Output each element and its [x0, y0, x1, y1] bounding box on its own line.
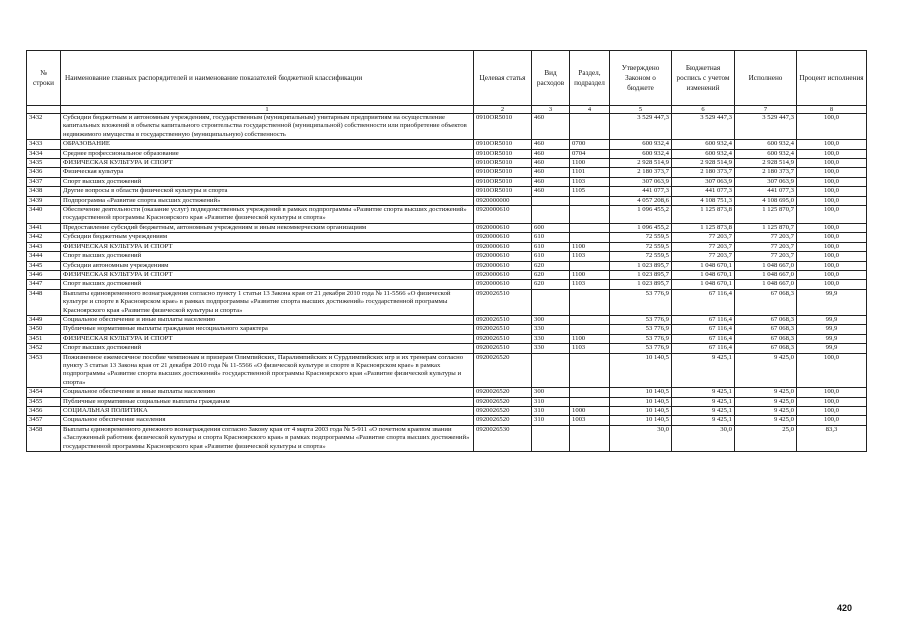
table-row [27, 159, 867, 168]
percent-cell: 100,0 [797, 397, 867, 406]
section-cell: 1100 [570, 334, 610, 343]
approved-amount-cell: 600 932,4 [610, 140, 672, 149]
table-row [27, 397, 867, 406]
expense-type-cell: 330 [532, 325, 570, 334]
expense-type-cell: 300 [532, 388, 570, 397]
target-article-cell: 0920000610 [474, 261, 532, 270]
section-cell [570, 261, 610, 270]
approved-amount-cell: 1 023 895,7 [610, 261, 672, 270]
row-number-cell: 3449 [27, 315, 61, 324]
percent-cell: 83,3 [797, 425, 867, 451]
section-cell [570, 233, 610, 242]
section-cell: 0704 [570, 149, 610, 158]
header-row [27, 51, 867, 106]
expense-type-cell: 310 [532, 407, 570, 416]
executed-amount-cell: 1 048 667,0 [735, 270, 797, 279]
executed-amount-cell: 307 063,9 [735, 177, 797, 186]
row-name-cell: СОЦИАЛЬНАЯ ПОЛИТИКА [61, 407, 474, 416]
percent-cell: 100,0 [797, 177, 867, 186]
table-row [27, 334, 867, 343]
budget-list-amount-cell: 77 203,7 [672, 252, 735, 261]
row-name-cell: Публичные нормативные выплаты гражданам несоциального характера [61, 325, 474, 334]
budget-list-amount-cell: 4 108 751,3 [672, 196, 735, 205]
table-row [27, 168, 867, 177]
executed-amount-cell: 1 048 667,0 [735, 261, 797, 270]
table-row [27, 206, 867, 224]
table-body [27, 114, 867, 452]
section-cell: 1100 [570, 159, 610, 168]
row-number-cell: 3435 [27, 159, 61, 168]
target-article-cell: 0920026510 [474, 344, 532, 353]
percent-cell: 100,0 [797, 261, 867, 270]
percent-cell: 100,0 [797, 270, 867, 279]
budget-list-amount-cell: 1 048 670,1 [672, 280, 735, 289]
header-name: Наименование главных распорядителей и наименование показателей бюджетной классификации [61, 51, 474, 106]
budget-list-amount-cell: 30,0 [672, 425, 735, 451]
section-cell [570, 353, 610, 388]
row-name-cell: Выплаты единовременного вознаграждения согласно пункту 1 статьи 13 Закона края от 21 декабря 2010 года № 11-5566 «О физической культуре и спорте в Красноярском крае» в рамках подпрограммы «Развитие спорта высших достижений» государственной программы Красноярского края «Развитие физической культуры и спорта» [61, 289, 474, 315]
table-row [27, 149, 867, 158]
row-number-cell: 3450 [27, 325, 61, 334]
approved-amount-cell: 1 096 455,2 [610, 206, 672, 224]
section-cell: 1100 [570, 242, 610, 251]
table-row [27, 289, 867, 315]
executed-amount-cell: 4 108 695,0 [735, 196, 797, 205]
budget-list-amount-cell: 77 203,7 [672, 242, 735, 251]
table-row [27, 353, 867, 388]
expense-type-cell: 460 [532, 177, 570, 186]
executed-amount-cell: 1 048 667,0 [735, 280, 797, 289]
row-name-cell: Спорт высших достижений [61, 252, 474, 261]
row-name-cell: Другие вопросы в области физической культуры и спорта [61, 187, 474, 196]
expense-type-cell [532, 353, 570, 388]
executed-amount-cell: 9 425,0 [735, 388, 797, 397]
expense-type-cell: 620 [532, 270, 570, 279]
row-name-cell: ФИЗИЧЕСКАЯ КУЛЬТУРА И СПОРТ [61, 334, 474, 343]
target-article-cell: 0920026510 [474, 289, 532, 315]
percent-cell: 99,9 [797, 344, 867, 353]
row-number-cell: 3433 [27, 140, 61, 149]
column-number [27, 106, 61, 114]
table-row [27, 242, 867, 251]
budget-list-amount-cell: 600 932,4 [672, 149, 735, 158]
executed-amount-cell: 67 068,3 [735, 344, 797, 353]
budget-list-amount-cell: 2 928 514,9 [672, 159, 735, 168]
row-number-cell: 3453 [27, 353, 61, 388]
row-name-cell: Субсидии автономным учреждениям [61, 261, 474, 270]
section-cell: 1000 [570, 407, 610, 416]
expense-type-cell [532, 206, 570, 224]
row-number-cell: 3434 [27, 149, 61, 158]
section-cell [570, 388, 610, 397]
row-number-cell: 3436 [27, 168, 61, 177]
section-cell: 1103 [570, 252, 610, 261]
approved-amount-cell: 72 559,5 [610, 233, 672, 242]
target-article-cell: 0910ОR5010 [474, 149, 532, 158]
table-row [27, 187, 867, 196]
row-name-cell: ФИЗИЧЕСКАЯ КУЛЬТУРА И СПОРТ [61, 270, 474, 279]
executed-amount-cell: 77 203,7 [735, 242, 797, 251]
row-name-cell: Пожизненное ежемесячное пособие чемпионам и призерам Олимпийских, Паралимпийских и Сурдлимпийских игр и их тренерам согласно пункту 3 статьи 13 Закона края от 21 декабря 2010 года № 11-5566 «О физической культуре и спорте в Красноярском крае» в рамках подпрограммы «Развитие спорта высших достижений» государственной программы Красноярского края «Развитие физической культуры и спорта» [61, 353, 474, 388]
executed-amount-cell: 67 068,3 [735, 289, 797, 315]
column-number: 6 [672, 106, 735, 114]
target-article-cell: 0910ОR5010 [474, 140, 532, 149]
table-row [27, 280, 867, 289]
target-article-cell: 0910ОR5010 [474, 168, 532, 177]
table-row [27, 140, 867, 149]
budget-table [26, 50, 867, 452]
section-cell: 1103 [570, 344, 610, 353]
expense-type-cell: 460 [532, 140, 570, 149]
budget-list-amount-cell: 9 425,1 [672, 388, 735, 397]
header-row-no: № строки [27, 51, 61, 106]
row-name-cell: ФИЗИЧЕСКАЯ КУЛЬТУРА И СПОРТ [61, 159, 474, 168]
table-row [27, 388, 867, 397]
expense-type-cell: 460 [532, 149, 570, 158]
executed-amount-cell: 9 425,0 [735, 353, 797, 388]
percent-cell: 100,0 [797, 159, 867, 168]
budget-list-amount-cell: 9 425,1 [672, 416, 735, 425]
budget-list-amount-cell: 1 048 670,1 [672, 270, 735, 279]
row-name-cell: Социальное обеспечение и иные выплаты населению [61, 315, 474, 324]
section-cell [570, 223, 610, 232]
percent-cell: 100,0 [797, 233, 867, 242]
column-number: 1 [61, 106, 474, 114]
section-cell: 0700 [570, 140, 610, 149]
column-numbers-row [27, 106, 867, 114]
header-budget-list: Бюджетная роспись с учетом изменений [672, 51, 735, 106]
expense-type-cell: 300 [532, 315, 570, 324]
expense-type-cell: 610 [532, 233, 570, 242]
table-row [27, 252, 867, 261]
row-name-cell: Обеспечение деятельности (оказание услуг) подведомственных учреждений в рамках подпрограммы «Развитие спорта высших достижений» государственной программы Красноярского края «Развитие физической культуры и спорта» [61, 206, 474, 224]
approved-amount-cell: 30,0 [610, 425, 672, 451]
approved-amount-cell: 10 140,5 [610, 353, 672, 388]
expense-type-cell: 600 [532, 223, 570, 232]
approved-amount-cell: 53 776,9 [610, 289, 672, 315]
executed-amount-cell: 1 125 870,7 [735, 206, 797, 224]
budget-list-amount-cell: 67 116,4 [672, 344, 735, 353]
row-number-cell: 3444 [27, 252, 61, 261]
approved-amount-cell: 53 776,9 [610, 334, 672, 343]
executed-amount-cell: 67 068,3 [735, 325, 797, 334]
expense-type-cell: 620 [532, 261, 570, 270]
row-number-cell: 3439 [27, 196, 61, 205]
row-name-cell: Субсидии бюджетным учреждениям [61, 233, 474, 242]
table-row [27, 114, 867, 140]
column-number: 8 [797, 106, 867, 114]
percent-cell: 100,0 [797, 223, 867, 232]
target-article-cell: 0910ОR5010 [474, 159, 532, 168]
table-row [27, 425, 867, 451]
target-article-cell: 0920000610 [474, 206, 532, 224]
percent-cell: 99,9 [797, 289, 867, 315]
approved-amount-cell: 10 140,5 [610, 407, 672, 416]
section-cell: 1101 [570, 168, 610, 177]
budget-list-amount-cell: 600 932,4 [672, 140, 735, 149]
row-name-cell: Выплаты единовременного денежного вознаграждения согласно Закону края от 4 марта 2003 года № 5-911 «О почетном краевом звании «Заслуженный работник физической культуры и спорта Красноярского края» в рамках подпрограммы «Развитие спорта высших достижений» государственной программы Красноярского края «Развитие физической культуры и спорта» [61, 425, 474, 451]
header-target: Целевая статья [474, 51, 532, 106]
budget-list-amount-cell: 67 116,4 [672, 334, 735, 343]
table-row [27, 223, 867, 232]
budget-list-amount-cell: 441 077,3 [672, 187, 735, 196]
approved-amount-cell: 3 529 447,3 [610, 114, 672, 140]
row-number-cell: 3455 [27, 397, 61, 406]
target-article-cell: 0920026510 [474, 325, 532, 334]
budget-list-amount-cell: 9 425,1 [672, 353, 735, 388]
percent-cell: 100,0 [797, 187, 867, 196]
row-number-cell: 3443 [27, 242, 61, 251]
expense-type-cell: 330 [532, 344, 570, 353]
table-row [27, 407, 867, 416]
expense-type-cell: 610 [532, 252, 570, 261]
row-name-cell: Подпрограмма «Развитие спорта высших достижений» [61, 196, 474, 205]
row-name-cell: Предоставление субсидий бюджетным, автономным учреждениям и иным некоммерческим организациям [61, 223, 474, 232]
row-number-cell: 3456 [27, 407, 61, 416]
executed-amount-cell: 3 529 447,3 [735, 114, 797, 140]
budget-list-amount-cell: 1 048 670,1 [672, 261, 735, 270]
executed-amount-cell: 25,0 [735, 425, 797, 451]
section-cell [570, 114, 610, 140]
target-article-cell: 0920026520 [474, 397, 532, 406]
section-cell [570, 196, 610, 205]
budget-list-amount-cell: 1 125 873,8 [672, 223, 735, 232]
percent-cell: 100,0 [797, 168, 867, 177]
target-article-cell: 0920000610 [474, 223, 532, 232]
section-cell [570, 425, 610, 451]
row-number-cell: 3454 [27, 388, 61, 397]
approved-amount-cell: 1 023 895,7 [610, 280, 672, 289]
target-article-cell: 0920026510 [474, 315, 532, 324]
column-number: 7 [735, 106, 797, 114]
percent-cell: 100,0 [797, 114, 867, 140]
target-article-cell: 0920026520 [474, 407, 532, 416]
approved-amount-cell: 53 776,9 [610, 325, 672, 334]
row-number-cell: 3437 [27, 177, 61, 186]
section-cell: 1105 [570, 187, 610, 196]
target-article-cell: 0920026520 [474, 416, 532, 425]
approved-amount-cell: 307 063,9 [610, 177, 672, 186]
expense-type-cell: 310 [532, 397, 570, 406]
column-number: 5 [610, 106, 672, 114]
row-name-cell: Социальное обеспечение и иные выплаты населению [61, 388, 474, 397]
row-name-cell: Спорт высших достижений [61, 344, 474, 353]
header-section: Раздел, подраздел [570, 51, 610, 106]
section-cell: 1103 [570, 280, 610, 289]
target-article-cell: 0920026520 [474, 388, 532, 397]
target-article-cell: 0920000610 [474, 280, 532, 289]
column-number: 3 [532, 106, 570, 114]
approved-amount-cell: 53 776,9 [610, 315, 672, 324]
section-cell [570, 325, 610, 334]
expense-type-cell: 460 [532, 168, 570, 177]
target-article-cell: 0910ОR5010 [474, 187, 532, 196]
row-name-cell: ОБРАЗОВАНИЕ [61, 140, 474, 149]
row-number-cell: 3432 [27, 114, 61, 140]
percent-cell: 100,0 [797, 416, 867, 425]
table-row [27, 315, 867, 324]
executed-amount-cell: 2 928 514,9 [735, 159, 797, 168]
row-name-cell: ФИЗИЧЕСКАЯ КУЛЬТУРА И СПОРТ [61, 242, 474, 251]
column-number: 2 [474, 106, 532, 114]
percent-cell: 100,0 [797, 196, 867, 205]
section-cell: 1103 [570, 177, 610, 186]
percent-cell: 100,0 [797, 206, 867, 224]
approved-amount-cell: 441 077,3 [610, 187, 672, 196]
executed-amount-cell: 67 068,3 [735, 315, 797, 324]
budget-list-amount-cell: 77 203,7 [672, 233, 735, 242]
expense-type-cell [532, 196, 570, 205]
header-expense-type: Вид расходов [532, 51, 570, 106]
executed-amount-cell: 441 077,3 [735, 187, 797, 196]
table-row [27, 196, 867, 205]
percent-cell: 99,9 [797, 334, 867, 343]
target-article-cell: 0910ОR5010 [474, 114, 532, 140]
executed-amount-cell: 600 932,4 [735, 149, 797, 158]
approved-amount-cell: 10 140,5 [610, 397, 672, 406]
header-executed: Исполнено [735, 51, 797, 106]
target-article-cell: 0920026520 [474, 353, 532, 388]
row-name-cell: Социальное обеспечение населения [61, 416, 474, 425]
budget-list-amount-cell: 307 063,9 [672, 177, 735, 186]
executed-amount-cell: 1 125 870,7 [735, 223, 797, 232]
approved-amount-cell: 10 140,5 [610, 388, 672, 397]
budget-list-amount-cell: 9 425,1 [672, 397, 735, 406]
row-number-cell: 3447 [27, 280, 61, 289]
executed-amount-cell: 77 203,7 [735, 233, 797, 242]
approved-amount-cell: 2 180 373,7 [610, 168, 672, 177]
executed-amount-cell: 9 425,0 [735, 397, 797, 406]
approved-amount-cell: 1 023 895,7 [610, 270, 672, 279]
table-row [27, 344, 867, 353]
percent-cell: 100,0 [797, 407, 867, 416]
approved-amount-cell: 1 096 455,2 [610, 223, 672, 232]
percent-cell: 100,0 [797, 353, 867, 388]
section-cell: 1100 [570, 270, 610, 279]
section-cell [570, 289, 610, 315]
target-article-cell: 0920000610 [474, 242, 532, 251]
percent-cell: 100,0 [797, 149, 867, 158]
expense-type-cell: 310 [532, 416, 570, 425]
row-number-cell: 3458 [27, 425, 61, 451]
row-name-cell: Публичные нормативные социальные выплаты гражданам [61, 397, 474, 406]
budget-list-amount-cell: 67 116,4 [672, 315, 735, 324]
row-number-cell: 3440 [27, 206, 61, 224]
row-number-cell: 3438 [27, 187, 61, 196]
target-article-cell: 0920000610 [474, 252, 532, 261]
section-cell [570, 315, 610, 324]
header-percent: Процент исполнения [797, 51, 867, 106]
executed-amount-cell: 77 203,7 [735, 252, 797, 261]
expense-type-cell: 460 [532, 114, 570, 140]
table-row [27, 325, 867, 334]
budget-list-amount-cell: 67 116,4 [672, 289, 735, 315]
row-number-cell: 3442 [27, 233, 61, 242]
target-article-cell: 0920000000 [474, 196, 532, 205]
approved-amount-cell: 53 776,9 [610, 344, 672, 353]
percent-cell: 100,0 [797, 280, 867, 289]
row-number-cell: 3445 [27, 261, 61, 270]
target-article-cell: 0920026530 [474, 425, 532, 451]
row-number-cell: 3452 [27, 344, 61, 353]
table-row [27, 261, 867, 270]
row-name-cell: Физическая культура [61, 168, 474, 177]
expense-type-cell: 460 [532, 159, 570, 168]
target-article-cell: 0920000610 [474, 270, 532, 279]
row-number-cell: 3441 [27, 223, 61, 232]
budget-list-amount-cell: 67 116,4 [672, 325, 735, 334]
row-name-cell: Спорт высших достижений [61, 280, 474, 289]
row-number-cell: 3448 [27, 289, 61, 315]
target-article-cell: 0910ОR5010 [474, 177, 532, 186]
table-row [27, 416, 867, 425]
executed-amount-cell: 2 180 373,7 [735, 168, 797, 177]
percent-cell: 100,0 [797, 388, 867, 397]
expense-type-cell: 330 [532, 334, 570, 343]
expense-type-cell: 460 [532, 187, 570, 196]
row-name-cell: Субсидии бюджетным и автономным учреждениям, государственным (муниципальным) унитарным предприятиям на осуществление капитальных вложений в объекты капитального строительства государственной (муниципальной) собственности или приобретение объектов недвижимого имущества в государственную (муниципальную) собственность [61, 114, 474, 140]
approved-amount-cell: 10 140,5 [610, 416, 672, 425]
budget-list-amount-cell: 2 180 373,7 [672, 168, 735, 177]
section-cell [570, 206, 610, 224]
percent-cell: 100,0 [797, 242, 867, 251]
percent-cell: 100,0 [797, 140, 867, 149]
expense-type-cell: 610 [532, 242, 570, 251]
approved-amount-cell: 72 559,5 [610, 252, 672, 261]
approved-amount-cell: 600 932,4 [610, 149, 672, 158]
approved-amount-cell: 2 928 514,9 [610, 159, 672, 168]
section-cell: 1003 [570, 416, 610, 425]
executed-amount-cell: 600 932,4 [735, 140, 797, 149]
expense-type-cell [532, 425, 570, 451]
target-article-cell: 0920026510 [474, 334, 532, 343]
executed-amount-cell: 9 425,0 [735, 416, 797, 425]
budget-list-amount-cell: 9 425,1 [672, 407, 735, 416]
table-row [27, 233, 867, 242]
target-article-cell: 0920000610 [474, 233, 532, 242]
budget-list-amount-cell: 3 529 447,3 [672, 114, 735, 140]
percent-cell: 99,9 [797, 315, 867, 324]
row-number-cell: 3451 [27, 334, 61, 343]
page-number: 420 [837, 603, 853, 613]
table-row [27, 177, 867, 186]
section-cell [570, 397, 610, 406]
row-number-cell: 3446 [27, 270, 61, 279]
percent-cell: 99,9 [797, 325, 867, 334]
column-number: 4 [570, 106, 610, 114]
executed-amount-cell: 67 068,3 [735, 334, 797, 343]
executed-amount-cell: 9 425,0 [735, 407, 797, 416]
header-approved: Утверждено Законом о бюджете [610, 51, 672, 106]
row-name-cell: Спорт высших достижений [61, 177, 474, 186]
percent-cell: 100,0 [797, 252, 867, 261]
approved-amount-cell: 72 559,5 [610, 242, 672, 251]
row-number-cell: 3457 [27, 416, 61, 425]
expense-type-cell [532, 289, 570, 315]
approved-amount-cell: 4 057 208,6 [610, 196, 672, 205]
expense-type-cell: 620 [532, 280, 570, 289]
row-name-cell: Среднее профессиональное образование [61, 149, 474, 158]
budget-list-amount-cell: 1 125 873,8 [672, 206, 735, 224]
table-row [27, 270, 867, 279]
